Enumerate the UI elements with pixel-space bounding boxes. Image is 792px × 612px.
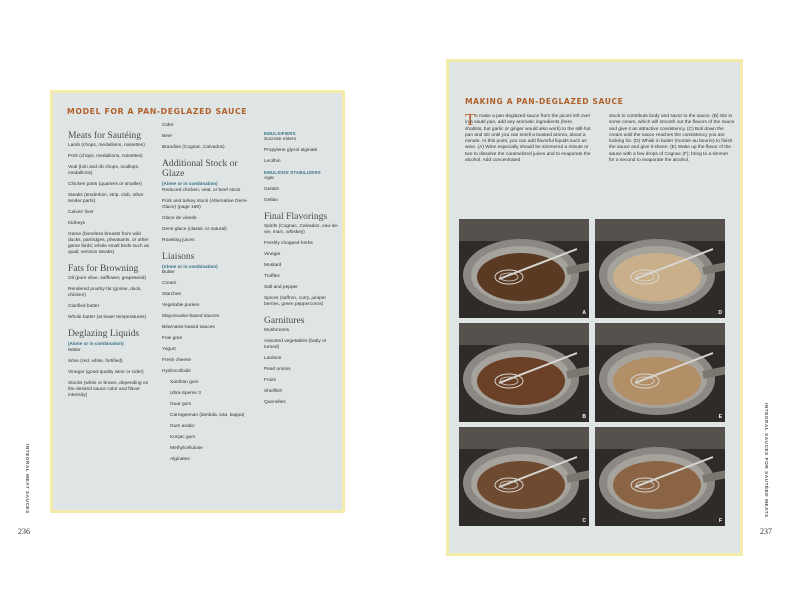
emulsifier-item: Propylene glycol alginate [264, 148, 318, 153]
photo-step-letter: C [582, 518, 586, 524]
ingredient-item: Stocks (white or brown, depending on the desired sauce color and flavor intensity) [68, 380, 149, 398]
ingredient-item: Reduced chicken, veal, or beef stock [162, 187, 241, 193]
hydrocolloid-item: Xanthan gum [170, 380, 199, 385]
ingredient-item: Foie gras [162, 336, 182, 341]
hydrocolloid-item: Methylcellulose [170, 446, 203, 451]
ingredient-item: Lamb (chops, medallions, noisettes) [68, 143, 145, 148]
ingredient-item: Starches [162, 292, 181, 297]
col3-section-title: Garnitures [264, 315, 305, 326]
ingredient-item: Water [68, 347, 81, 353]
col3-section-title: Final Flavorings [264, 211, 328, 222]
instructions-paragraph-1: o make a pan-deglazed sauce from the juices left over in a sauté pan, add any aromatic ingredients (here, shallots, but garlic or ginger would also work) to the still-hot pan and stir until you can smell a toasted aroma, about a minute. At this point, you can add flavorful liquids such as wine. (A) Wine especially should be simmered a minute or two to dissolve the caramelized juices and to evaporate the alcohol. Add concentrated [465, 114, 591, 164]
ingredient-item: Pork (chops, medallions, noisettes) [68, 154, 143, 159]
pan-illustration [595, 219, 725, 318]
col1-section-title: Fats for Browning [68, 263, 139, 274]
ingredient-item: Mushrooms [264, 328, 290, 333]
ingredient-item: Spices (saffron, curry, juniper berries, green peppercorns) [264, 296, 326, 307]
photo-step-letter: A [582, 310, 586, 316]
ingredient-item: Pearl onions [264, 367, 291, 372]
photo-step-letter: B [582, 414, 586, 420]
model-column-2 [162, 123, 248, 468]
emulsifiers-label: EMULSIFIERS [264, 131, 296, 136]
step-photo-d [595, 219, 725, 318]
emulsifier-item: Lecithin [264, 159, 281, 164]
model-column-3 [264, 123, 342, 411]
emulsion-stabilizers-label: EMULSION STABILIZERS [264, 170, 321, 175]
pan-illustration [459, 427, 589, 526]
ingredient-item: Béarnaise-based sauces [162, 325, 215, 330]
ingredient-item: Hydrocolloids [162, 369, 191, 374]
hydrocolloid-item: Guar gum [170, 402, 192, 407]
model-box-title: MODEL FOR A PAN-DEGLAZED SAUCE [67, 107, 248, 116]
ingredient-item: Freshly chopped herbs [264, 241, 313, 246]
running-head-right: INTEGRAL SAUCES FOR SAUTÉED MEATS [764, 403, 769, 518]
col2-section-title: Additional Stock or Glaze [162, 158, 238, 179]
ingredient-item: Quenelles [264, 400, 286, 405]
ingredient-item: Veal (loin and rib chops, scallops, medallions) [68, 165, 140, 176]
page-number-left: 236 [18, 527, 30, 536]
right-page [396, 0, 792, 612]
ingredient-item: Game (boneless breasts from wild ducks, partridges, pheasants, or other game birds; whole small birds such as quail; venison steaks) [68, 232, 150, 255]
ingredient-item: Assorted vegetables (baby or turned) [264, 339, 327, 350]
ingredient-item: Salt and pepper [264, 285, 298, 290]
col2-section-note: (Alone or in combination) [162, 263, 218, 269]
ingredient-item: Vinegar (good-quality wine or cider) [68, 369, 144, 375]
step-photo-c [459, 427, 589, 526]
ingredient-item: Whole butter (at lower temperatures) [68, 315, 147, 320]
emulsifier-item: Sucrose esters [264, 137, 296, 142]
col1-section-title: Meats for Sautéing [68, 130, 142, 141]
ingredient-item: Spirits (Cognac, Calvados, eau-de-vie, marc, whiskey) [264, 224, 339, 235]
ingredient-item: Pork and turkey stock (Alternative Demi-Glace) (page 168) [162, 198, 248, 210]
ingredient-item: Steaks (tenderloin, strip, club, other tender parts) [68, 193, 144, 204]
ingredient-item: Glace de viande [162, 215, 197, 221]
ingredient-item: Wine (red, white, fortified) [68, 358, 123, 364]
ingredient-item: Butter [162, 270, 175, 275]
ingredient-item: Vinegar [264, 252, 281, 257]
stabilizer-item: Agar [264, 176, 275, 181]
stabilizer-item: Gelatin [264, 187, 280, 192]
pan-illustration [595, 323, 725, 422]
photo-step-letter: D [718, 310, 722, 316]
photo-step-letter: F [718, 518, 722, 524]
ingredient-item: Chicken parts (quarters or smaller) [68, 182, 142, 187]
hydrocolloid-item: Ultra-Sperse 3 [170, 391, 201, 396]
ingredient-item: Fresh cheese [162, 358, 192, 363]
col2-section-note: (Alone or in combination) [162, 181, 218, 186]
hydrocolloid-item: Carrageenan (lambda, iota, kappa) [170, 413, 245, 418]
ingredient-item: Cream [162, 281, 177, 286]
step-photo-e [595, 323, 725, 422]
ingredient-item: Roasting juices [162, 237, 195, 243]
making-box-title: MAKING A PAN-DEGLAZED SAUCE [465, 97, 624, 106]
ingredient-item: Mayonnaise-based sauces [162, 314, 220, 319]
ingredient-item: Truffles [264, 274, 280, 279]
col2-section-title: Liaisons [162, 250, 195, 262]
hydrocolloid-item: Alginates [170, 457, 190, 462]
ingredient-item: Yogurt [162, 347, 176, 352]
pan-illustration [459, 323, 589, 422]
model-sauce-box [50, 90, 345, 513]
ingredient-item: Rendered poultry fat (goose, duck, chicken) [68, 287, 142, 298]
ingredient-item: Lardons [264, 356, 282, 361]
pan-illustration [459, 219, 589, 318]
ingredient-item: Fruits [264, 378, 276, 383]
ingredient-item: Mustard [264, 263, 282, 268]
ingredient-item: Vegetable purées [162, 303, 200, 308]
instructions-paragraph-2: stock to contribute body and savor to the sauce. (B) Stir in some cream, which will smooth out the flavors of the sauce and give it an attractive consistency. (C) Boil down the cream until the sauce reaches the consistency you are looking for. (D) Whisk in butter (monter au beurre) to finish the sauce and give it sheen. (E) Wake up the flavor of the sauce with a few drops of Cognac (F); bring to a simmer for a second to evaporate the alcohol. [609, 114, 735, 164]
hydrocolloid-item: Gum arabic [170, 424, 195, 429]
col1-section-note: (Alone or in combination) [68, 341, 124, 346]
ingredient-item: Clarified butter [68, 304, 100, 309]
ingredient-item: Oil (pure olive, safflower, grapeseed) [68, 276, 147, 281]
photo-step-letter: E [718, 414, 722, 420]
running-head-left: INTEGRAL MEAT SAUCES [25, 444, 30, 514]
stabilizer-item: Gellan [264, 198, 278, 203]
hydrocolloid-item: Konjac gum [170, 435, 196, 440]
pan-illustration [595, 427, 725, 526]
model-column-1 [68, 123, 154, 404]
ingredient-item: Shellfish [264, 389, 283, 394]
ingredient-item: Calves' liver [68, 210, 94, 215]
making-sauce-box [446, 59, 743, 556]
step-photo-a [459, 219, 589, 318]
step-photo-b [459, 323, 589, 422]
page-number-right: 237 [760, 527, 772, 536]
ingredient-item: Kidneys [68, 221, 86, 226]
ingredient-item: Demi-glace (classic or natural) [162, 226, 227, 232]
ingredient-item: Beer [162, 134, 173, 139]
col1-section-title: Deglazing Liquids [68, 328, 140, 339]
ingredient-item: Brandies (Cognac, Calvados) [162, 145, 225, 150]
drop-cap: T [465, 110, 476, 129]
ingredient-item: Cider [162, 123, 174, 128]
step-photo-f [595, 427, 725, 526]
